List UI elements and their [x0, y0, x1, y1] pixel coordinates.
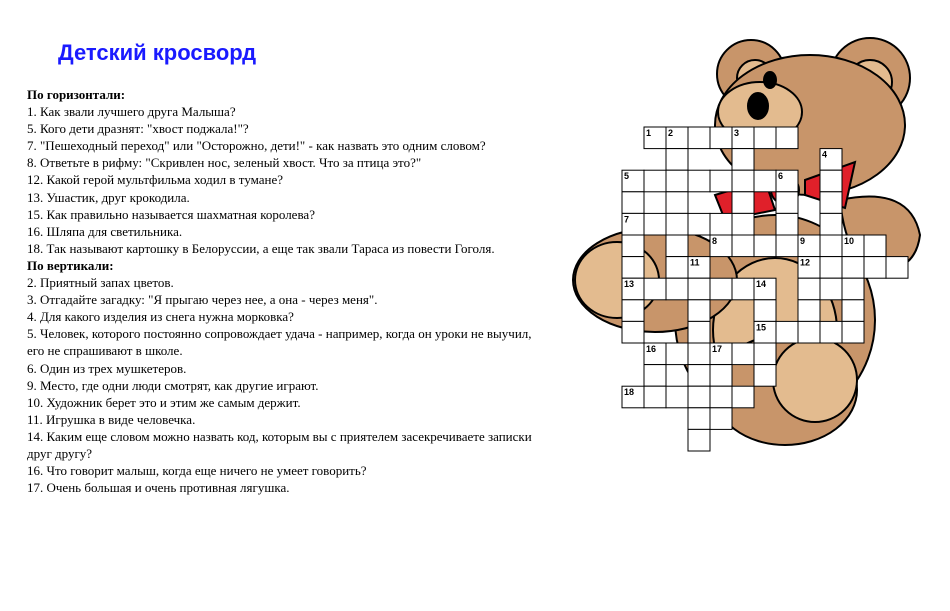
crossword-cell[interactable] [820, 321, 842, 343]
crossword-cell[interactable] [776, 321, 798, 343]
crossword-cell[interactable] [842, 321, 864, 343]
crossword-cell[interactable] [710, 278, 732, 300]
crossword-cell[interactable] [842, 257, 864, 279]
crossword-cell[interactable] [732, 343, 754, 365]
crossword-cell[interactable] [666, 235, 688, 257]
crossword-cell[interactable] [798, 321, 820, 343]
crossword-cell[interactable] [688, 343, 710, 365]
clue-down-6: 6. Один из трех мушкетеров. [27, 360, 187, 376]
crossword-cell[interactable] [820, 235, 842, 257]
crossword-cell[interactable] [688, 127, 710, 149]
crossword-number-3: 3 [734, 128, 740, 138]
crossword-cell[interactable] [754, 235, 776, 257]
page-title: Детский кросворд [58, 40, 257, 65]
clue-down-3: 3. Отгадайте загадку: "Я прыгаю через нее, а она - через меня". [27, 292, 378, 308]
clue-down-9: 9. Место, где одни люди смотрят, как другие играют. [27, 377, 319, 393]
crossword-number-7: 7 [624, 214, 630, 225]
crossword-cell[interactable] [666, 192, 688, 214]
crossword-number-8: 8 [712, 236, 718, 246]
across-heading: По горизонтали: [27, 87, 126, 102]
clue-across-13: 13. Ушастик, друг крокодила. [27, 189, 190, 205]
crossword-cell[interactable] [622, 235, 644, 257]
crossword-number-5: 5 [624, 171, 630, 182]
crossword-cell[interactable] [710, 386, 732, 408]
crossword-cell[interactable] [732, 149, 754, 171]
clue-across-18: 18. Так называют картошку в Белоруссии, а еще так звали Тараса из повести Гоголя. [27, 240, 495, 256]
crossword-cell[interactable] [798, 300, 820, 322]
crossword-cell[interactable] [666, 170, 688, 192]
crossword-cell[interactable] [732, 213, 754, 235]
crossword-cell[interactable] [776, 127, 798, 149]
crossword-cell[interactable] [688, 321, 710, 343]
clue-down-14: 14. Каким еще словом можно назвать код, которым вы с приятелем засекречиваете записки друг другу? [27, 428, 532, 461]
crossword-cell[interactable] [754, 127, 776, 149]
crossword-number-13: 13 [624, 279, 635, 290]
crossword-number-17: 17 [712, 344, 723, 354]
crossword-cell[interactable] [732, 278, 754, 300]
crossword-cell[interactable] [666, 343, 688, 365]
crossword-cell[interactable] [666, 149, 688, 171]
crossword-cell[interactable] [732, 235, 754, 257]
clue-down-10: 10. Художник берет это и этим же самым держит. [27, 394, 301, 410]
crossword-cell[interactable] [754, 343, 776, 365]
crossword-cell[interactable] [710, 408, 732, 430]
clue-down-5: 5. Человек, которого постоянно сопровождает удача - например, когда он уроки не выучил, его не спрашивают в школе. [27, 326, 532, 359]
crossword-cell[interactable] [732, 192, 754, 214]
crossword-cell[interactable] [820, 170, 842, 192]
crossword-cell[interactable] [688, 429, 710, 451]
clue-down-17: 17. Очень большая и очень противная лягушка. [27, 480, 290, 496]
crossword-cell[interactable] [754, 300, 776, 322]
crossword-cell[interactable] [666, 278, 688, 300]
crossword-cell[interactable] [666, 386, 688, 408]
crossword-cell[interactable] [688, 408, 710, 430]
crossword-number-16: 16 [646, 344, 657, 354]
crossword-cell[interactable] [622, 192, 644, 214]
crossword-number-4: 4 [822, 149, 828, 160]
crossword-number-14: 14 [756, 279, 767, 290]
clue-across-1: 1. Как звали лучшего друга Малыша? [27, 104, 236, 120]
crossword-cell[interactable] [710, 170, 732, 192]
crossword-cell[interactable] [688, 170, 710, 192]
crossword-cell[interactable] [688, 278, 710, 300]
crossword-cell[interactable] [688, 300, 710, 322]
clue-down-2: 2. Приятный запах цветов. [27, 275, 174, 291]
crossword-cell[interactable] [820, 257, 842, 279]
clue-down-16: 16. Что говорит малыш, когда еще ничего не умеет говорить? [27, 463, 367, 479]
crossword-number-12: 12 [800, 257, 811, 268]
down-heading: По вертикали: [27, 257, 114, 273]
crossword-cell[interactable] [644, 365, 666, 387]
crossword-cell[interactable] [776, 213, 798, 235]
crossword-cell[interactable] [886, 257, 908, 279]
crossword-cell[interactable] [644, 278, 666, 300]
crossword-cell[interactable] [622, 300, 644, 322]
clue-across-5: 5. Кого дети дразнят: "хвост поджала!"? [27, 121, 249, 137]
clue-down-4: 4. Для какого изделия из снега нужна морковка? [27, 309, 294, 325]
crossword-cell[interactable] [776, 192, 798, 214]
crossword-cell[interactable] [622, 257, 644, 279]
clue-down-11: 11. Игрушка в виде человечка. [27, 411, 196, 427]
crossword-cell[interactable] [666, 213, 688, 235]
crossword-number-18: 18 [624, 387, 635, 398]
clue-across-16: 16. Шляпа для светильника. [27, 223, 183, 239]
crossword-cell[interactable] [732, 170, 754, 192]
crossword-cell[interactable] [710, 213, 732, 235]
crossword-number-6: 6 [778, 171, 784, 182]
crossword-number-1: 1 [646, 128, 652, 138]
crossword-cell[interactable] [864, 257, 886, 279]
crossword-cell[interactable] [644, 386, 666, 408]
crossword-cell[interactable] [820, 278, 842, 300]
clue-across-7: 7. "Пешеходный переход" или "Осторожно, дети!" - как назвать это одним словом? [27, 138, 486, 154]
crossword-cell[interactable] [622, 321, 644, 343]
crossword-cell[interactable] [820, 213, 842, 235]
clue-across-15: 15. Как правильно называется шахматная королева? [27, 206, 315, 222]
clue-across-8: 8. Ответьте в рифму: "Скривлен нос, зеленый хвост. Что за птица это?" [27, 155, 422, 171]
crossword-number-2: 2 [668, 128, 674, 138]
crossword-cell[interactable] [842, 278, 864, 300]
crossword-cell[interactable] [798, 278, 820, 300]
crossword-cell[interactable] [754, 365, 776, 387]
crossword-cell[interactable] [842, 300, 864, 322]
crossword-number-10: 10 [844, 236, 855, 246]
crossword-cell[interactable] [754, 170, 776, 192]
crossword-number-15: 15 [756, 322, 767, 333]
crossword-cell[interactable] [732, 386, 754, 408]
crossword-cell[interactable] [776, 235, 798, 257]
crossword-cell[interactable] [864, 235, 886, 257]
crossword-cell[interactable] [710, 365, 732, 387]
crossword-cell[interactable] [688, 213, 710, 235]
crossword-cell[interactable] [688, 386, 710, 408]
crossword-number-9: 9 [800, 236, 806, 246]
crossword-cell[interactable] [710, 127, 732, 149]
crossword-cell[interactable] [644, 213, 666, 235]
clue-across-12: 12. Какой герой мультфильма ходил в тумане? [27, 172, 284, 188]
crossword-cell[interactable] [666, 257, 688, 279]
crossword-cell[interactable] [688, 365, 710, 387]
crossword-number-11: 11 [690, 257, 700, 268]
crossword-cell[interactable] [644, 170, 666, 192]
crossword-cell[interactable] [820, 192, 842, 214]
